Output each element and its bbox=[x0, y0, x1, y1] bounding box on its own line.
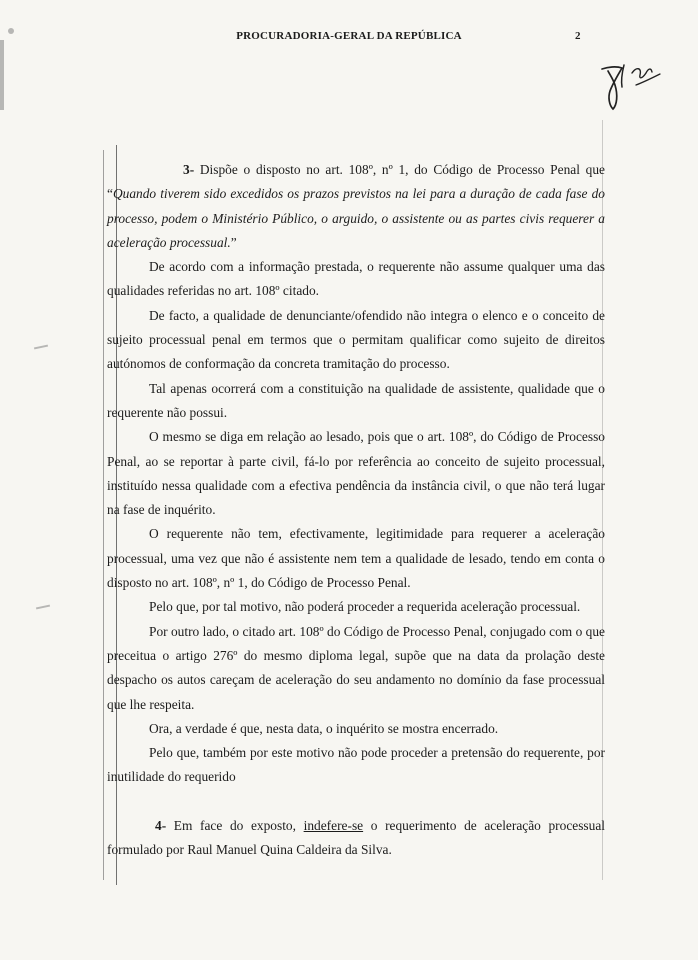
punch-mark bbox=[8, 28, 14, 34]
paragraph-text: Dispõe o disposto no art. 108º, nº 1, do Código de Processo Penal que “ bbox=[107, 162, 605, 202]
paragraph: O requerente não tem, efectivamente, legitimidade para requerer a aceleração processual, uma vez que não é assistente nem tem a qualidade de lesado, tendo em conta o disposto no art. 108º, nº 1, do Código de Processo Penal. bbox=[107, 526, 605, 591]
scan-edge bbox=[0, 40, 4, 110]
section-number: 4- bbox=[155, 817, 167, 833]
section-4-paragraph bbox=[107, 814, 605, 863]
paragraph: Tal apenas ocorrerá com a constituição na qualidade de assistente, qualidade que o requerente não possui. bbox=[107, 380, 605, 420]
handwritten-signature bbox=[596, 55, 666, 115]
paragraph: O mesmo se diga em relação ao lesado, pois que o art. 108º, do Código de Processo Penal, ao se reportar à parte civil, fá-lo por referência ao conceito de sujeito processual, instituído nessa qualidade com a efectiva pendência da instância civil, o que não terá lugar na fase de inquérito. bbox=[107, 429, 605, 518]
page-number: 2 bbox=[575, 30, 581, 42]
decision-text: indefere-se bbox=[303, 817, 364, 833]
scan-mark bbox=[36, 605, 50, 610]
paragraph: Pelo que, também por este motivo não pode proceder a pretensão do requerente, por inutilidade do requerido bbox=[107, 745, 605, 785]
scan-mark bbox=[34, 345, 48, 350]
document-body bbox=[107, 158, 605, 862]
paragraph: Ora, a verdade é que, nesta data, o inquérito se mostra encerrado. bbox=[149, 720, 499, 736]
paragraph-text: Em face do exposto, bbox=[173, 817, 296, 833]
paragraph: Pelo que, por tal motivo, não poderá proceder a requerida aceleração processual. bbox=[149, 599, 581, 615]
quoted-text: Quando tiverem sido excedidos os prazos previstos na lei para a duração de cada fase do processo, podem o Ministério Público, o arguido, o assistente ou as partes civis requerer a aceleração processual. bbox=[107, 186, 605, 250]
paragraph: De acordo com a informação prestada, o requerente não assume qualquer uma das qualidades referidas no art. 108º citado. bbox=[107, 259, 605, 299]
margin-line bbox=[103, 150, 104, 880]
paragraph: Por outro lado, o citado art. 108º do Código de Processo Penal, conjugado com o que preceitua o artigo 276º do mesmo diploma legal, supõe que na data da prolação deste despacho os autos careçam de aceleração do seu andamento no domínio da fase processual que lhe respeita. bbox=[107, 623, 605, 712]
section-3-paragraph bbox=[107, 158, 605, 255]
section-number: 3- bbox=[183, 162, 195, 177]
quote-close: ” bbox=[230, 234, 237, 250]
page-header: PROCURADORIA-GERAL DA REPÚBLICA bbox=[236, 30, 462, 42]
paragraph: De facto, a qualidade de denunciante/ofendido não integra o elenco e o conceito de sujeito processual penal em termos que o permitam qualificar como sujeito de direitos autónomos de conformação da concreta tramitação do processo. bbox=[107, 307, 605, 372]
paragraph-text: o requerimento de aceleração processual formulado por Raul Manuel Quina Caldeira da Silva. bbox=[107, 817, 605, 858]
